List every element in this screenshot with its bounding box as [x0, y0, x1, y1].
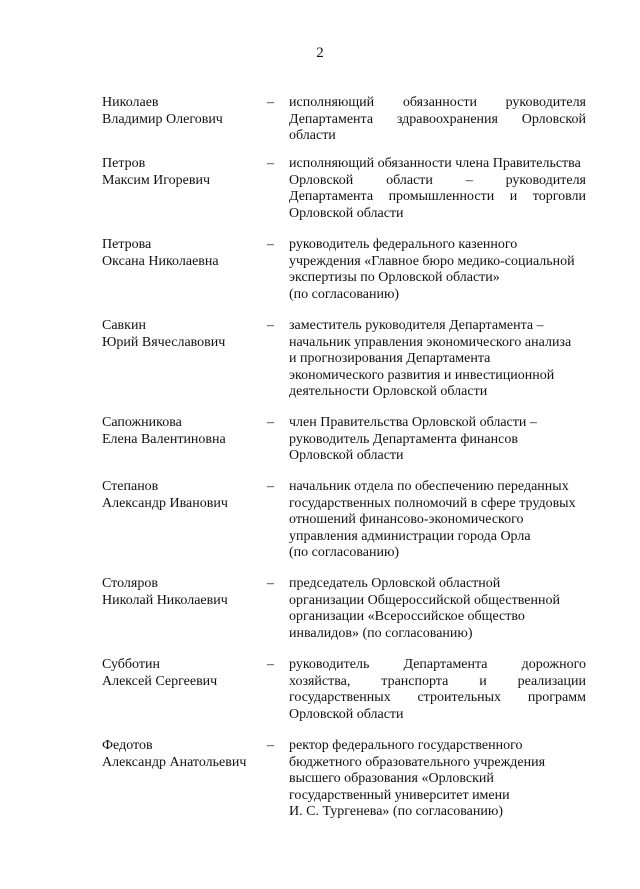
member-given-names: Александр Иванович: [102, 495, 228, 511]
separator-dash: –: [267, 415, 274, 430]
role-line: отношений финансово-экономического: [289, 512, 524, 527]
member-name: [102, 156, 262, 189]
role-line: руководитель федерального казенного: [289, 237, 518, 252]
member-surname: Петрова: [102, 237, 152, 252]
role-line: государственных полномочий в сфере трудовых: [289, 495, 576, 511]
role-line: председатель Орловской областной: [289, 576, 501, 591]
role-line: (по согласованию): [289, 545, 400, 560]
member-name: [102, 95, 262, 128]
member-given-names: Максим Игоревич: [102, 172, 211, 188]
member-given-names: Алексей Сергеевич: [102, 673, 218, 689]
member-role: [289, 237, 586, 303]
role-line: и прогнозирования Департамента: [289, 351, 491, 366]
role-line: (по согласованию): [289, 286, 400, 302]
role-line: государственных строительных программ: [289, 690, 586, 705]
member-name: [102, 738, 262, 771]
separator-dash: –: [267, 318, 274, 333]
member-role: [289, 479, 586, 562]
role-line: Орловской области – руководителя: [289, 172, 586, 188]
role-line: высшего образования «Орловский: [289, 771, 494, 786]
member-given-names: Александр Анатольевич: [102, 754, 247, 770]
role-line: заместитель руководителя Департамента –: [289, 318, 544, 333]
role-line: начальник управления экономического анализа: [289, 334, 572, 350]
role-line: И. С. Тургенева» (по согласованию): [289, 804, 503, 819]
member-name: [102, 318, 262, 351]
member-surname: Федотов: [102, 738, 153, 753]
member-name: [102, 415, 262, 448]
role-line: Департамента здравоохранения Орловской: [289, 111, 586, 127]
separator-dash: –: [267, 95, 274, 110]
separator-dash: –: [267, 156, 274, 171]
member-name: [102, 237, 262, 270]
role-line: учреждения «Главное бюро медико-социальной: [289, 253, 575, 269]
member-role: [289, 318, 586, 401]
separator-dash: –: [267, 738, 274, 753]
role-line: экономического развития и инвестиционной: [289, 367, 555, 383]
member-role: [289, 95, 586, 145]
role-line: руководитель Департамента дорожного: [289, 657, 586, 672]
member-surname: Степанов: [102, 479, 159, 494]
role-line: экспертизы по Орловской области»: [289, 270, 500, 285]
role-line: бюджетного образовательного учреждения: [289, 754, 546, 770]
member-surname: Петров: [102, 156, 146, 171]
member-name: [102, 657, 262, 690]
member-given-names: Оксана Николаевна: [102, 253, 219, 269]
member-given-names: Юрий Вячеславович: [102, 334, 226, 350]
member-given-names: Владимир Олегович: [102, 111, 223, 127]
member-name: [102, 576, 262, 609]
role-line: исполняющий обязанности руководителя: [289, 95, 586, 110]
member-surname: Николаев: [102, 95, 159, 110]
role-line: Орловской области: [289, 448, 404, 463]
role-line: организации «Всероссийское общество: [289, 609, 525, 624]
role-line: Департамента промышленности и торговли: [289, 189, 586, 204]
separator-dash: –: [267, 657, 274, 672]
role-line: исполняющий обязанности члена Правительства: [289, 156, 581, 171]
role-line: Орловской области: [289, 205, 404, 221]
member-given-names: Николай Николаевич: [102, 592, 228, 608]
role-line: хозяйства, транспорта и реализации: [289, 673, 586, 689]
member-role: [289, 657, 586, 723]
role-line: Орловской области: [289, 706, 404, 722]
member-name: [102, 479, 262, 512]
separator-dash: –: [267, 237, 274, 252]
page-number: 2: [316, 45, 324, 61]
separator-dash: –: [267, 479, 274, 494]
member-surname: Савкин: [102, 318, 146, 333]
role-line: государственный университет имени: [289, 787, 510, 803]
role-line: член Правительства Орловской области –: [289, 415, 537, 430]
member-role: [289, 576, 586, 642]
member-role: [289, 415, 586, 465]
separator-dash: –: [267, 576, 274, 591]
member-role: [289, 156, 586, 222]
role-line: ректор федерального государственного: [289, 738, 523, 753]
member-given-names: Елена Валентиновна: [102, 431, 226, 447]
role-line: деятельности Орловской области: [289, 384, 488, 399]
member-surname: Столяров: [102, 576, 158, 591]
member-surname: Субботин: [102, 657, 160, 672]
role-line: управления администрации города Орла: [289, 528, 531, 544]
role-line: начальник отдела по обеспечению переданных: [289, 479, 569, 494]
member-surname: Сапожникова: [102, 415, 182, 430]
role-line: области: [289, 128, 336, 143]
role-line: инвалидов» (по согласованию): [289, 625, 473, 641]
role-line: руководитель Департамента финансов: [289, 431, 518, 447]
role-line: организации Общероссийской общественной: [289, 592, 560, 608]
member-role: [289, 738, 586, 821]
